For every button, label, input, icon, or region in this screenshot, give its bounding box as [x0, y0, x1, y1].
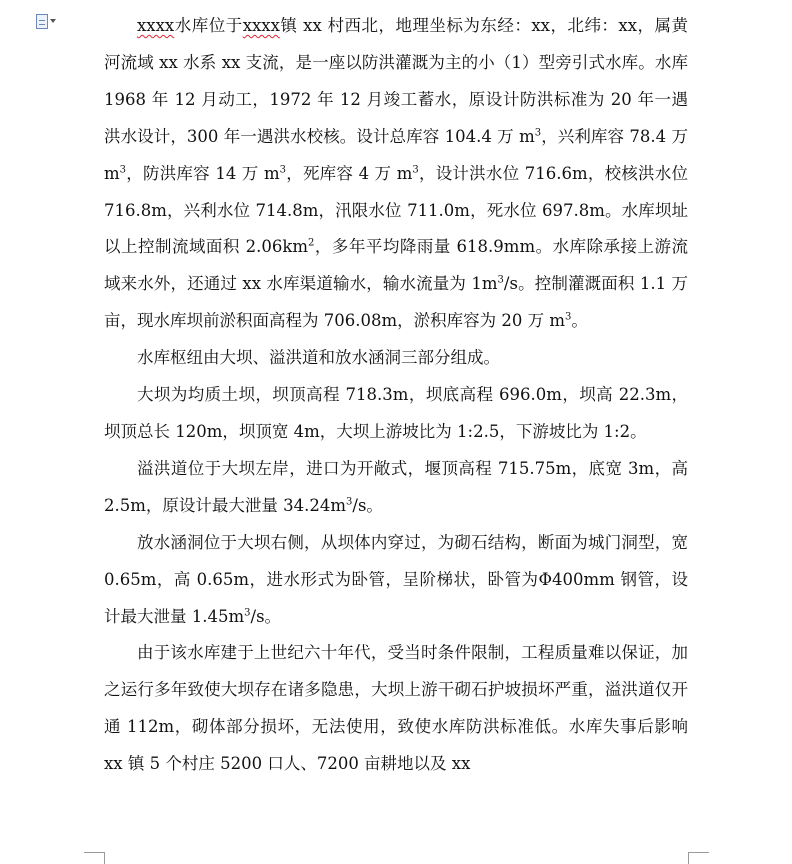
paragraph [104, 377, 688, 451]
page-corner-mark-right [688, 852, 709, 864]
text-run: /s。控制灌溉面积 1.1 万亩，现水库坝前淤积面高程为 706.08m，淤积库容为 20 万 m [104, 274, 688, 331]
text-run: 溢洪道位于大坝左岸，进口为开敞式，堰顶高程 715.75m，底宽 3m，高 2.5m，原设计最大泄量 34.24m [104, 458, 688, 515]
superscript: 3 [565, 311, 572, 323]
paragraph [104, 340, 688, 377]
superscript: 2 [308, 237, 315, 249]
text-run: 镇 xx 村西北，地理坐标为东经：xx，北纬：xx，属黄河流域 xx 水系 xx 支流，是一座以防洪灌溉为主的小（1）型旁引式水库。水库 1968 年 12 月动工，1972 年 12 月竣工蓄水，原设计防洪标准为 20 年一遇洪水设计，300 年一遇洪水校核。设计总库容 104.4 万 m [104, 16, 688, 146]
document-options-icon[interactable] [36, 12, 64, 30]
text-run: 放水涵洞位于大坝右侧，从坝体内穿过，为砌石结构，断面为城门洞型，宽 0.65m，高 0.65m，进水形式为卧管，呈阶梯状，卧管为Φ400mm 钢管，设计最大泄量 1.45m [104, 532, 688, 626]
text-run: 大坝为均质土坝，坝顶高程 718.3m，坝底高程 696.0m，坝高 22.3m，坝顶总长 120m，坝顶宽 4m，大坝上游坡比为 1:2.5，下游坡比为 1:2。 [104, 385, 688, 441]
superscript: 3 [279, 164, 286, 176]
text-run: ，死库容 4 万 m [286, 163, 413, 183]
text-run: ，多年平均降雨量 618.9mm。水库除承接上游流域来水外，还通过 xx 水库渠道输水，输水流量为 1m [104, 237, 688, 294]
paragraph [104, 451, 688, 525]
text-run: ，设计洪水位 716.6m，校核洪水位 716.8m，兴利水位 714.8m，汛限水位 711.0m，死水位 697.8m。水库坝址以上控制流域面积 2.06km [104, 163, 688, 257]
document-page [104, 8, 688, 783]
text-run: 水库位于 [174, 16, 243, 35]
superscript: 3 [497, 274, 504, 286]
spellcheck-flagged-text: xxxx [242, 16, 280, 35]
page-corner-mark-left [84, 852, 105, 864]
paragraph [104, 8, 688, 340]
superscript: 3 [412, 164, 419, 176]
text-run: ，防洪库容 14 万 m [126, 163, 280, 183]
paragraph [104, 525, 688, 636]
superscript: 3 [244, 607, 251, 618]
text-run: 由于该水库建于上世纪六十年代，受当时条件限制，工程质量难以保证，加之运行多年致使大坝存在诸多隐患，大坝上游干砌石护坡损坏严重，溢洪道仅开通 112m，砌体部分损坏，无法使用，致使水库防洪标准低。水库失事后影响 xx 镇 5 个村庄 5200 口人、7200 亩耕地以及 xx [104, 643, 688, 774]
superscript: 3 [534, 127, 542, 139]
document-icon [36, 14, 48, 29]
text-run: /s。 [250, 606, 282, 626]
superscript: 3 [346, 496, 353, 508]
spellcheck-flagged-text: xxxx [137, 16, 175, 35]
text-run: ，兴利库容 78.4 万 m [104, 126, 688, 183]
text-run: /s。 [352, 495, 383, 515]
superscript: 3 [119, 164, 127, 176]
text-run: 水库枢纽由大坝、溢洪道和放水涵洞三部分组成。 [137, 348, 500, 368]
text-run: 。 [571, 311, 588, 331]
chevron-down-icon [50, 19, 56, 23]
paragraph [104, 635, 688, 783]
